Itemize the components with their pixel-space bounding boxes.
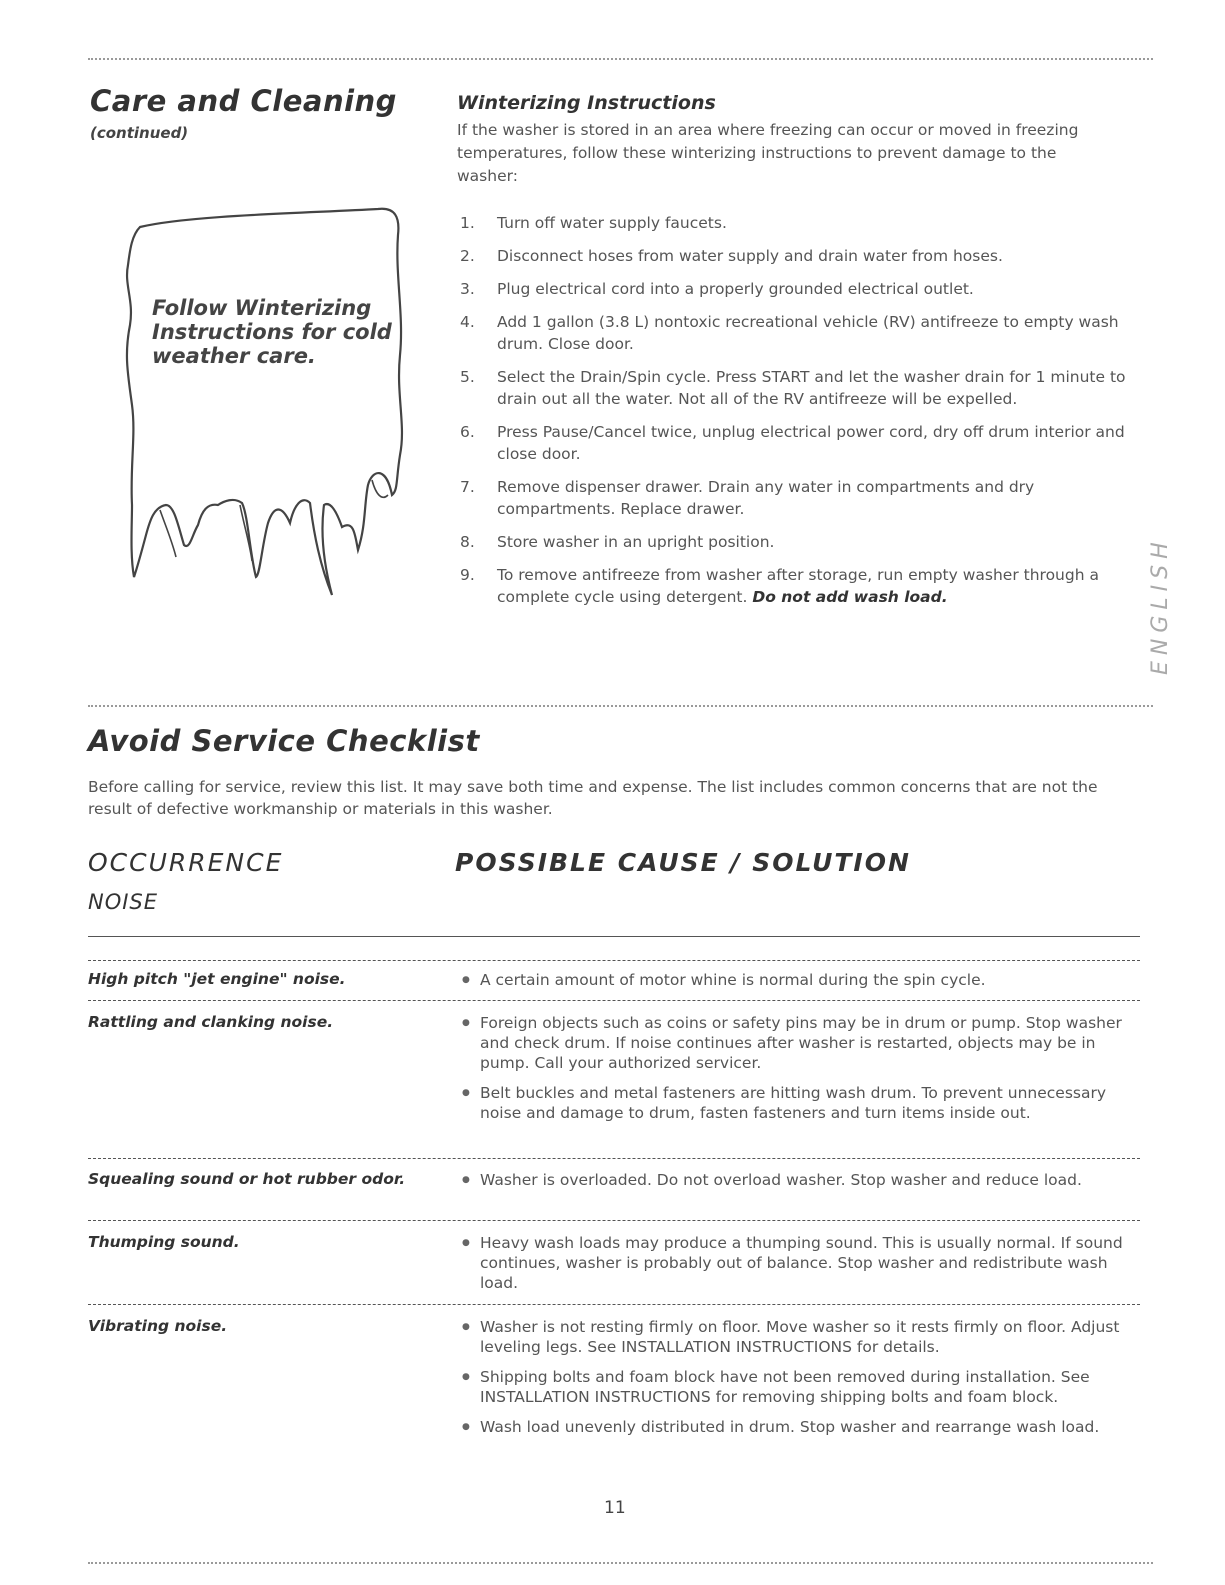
section-noise: NOISE <box>88 890 159 914</box>
step-item: 6. Press Pause/Cancel twice, unplug electrical power cord, dry off drum interior and close door. <box>460 423 1125 463</box>
occurrence-label: High pitch "jet engine" noise. <box>88 970 346 988</box>
bottom-divider <box>88 1562 1153 1564</box>
solution-cell <box>462 1317 1142 1447</box>
step-item: 4. Add 1 gallon (3.8 L) nontoxic recreational vehicle (RV) antifreeze to empty wash drum. Close door. <box>460 313 1119 353</box>
icicle-illustration <box>110 205 410 600</box>
occurrence-label: Rattling and clanking noise. <box>88 1013 334 1031</box>
list-item: ● Shipping bolts and foam block have not been removed during installation. See INSTALLATION INSTRUCTIONS for removing shipping bolts and foam block. <box>462 1368 1090 1406</box>
bullet-icon: ● <box>462 1238 470 1248</box>
bullet-icon: ● <box>462 975 470 985</box>
section-title-care: Care and Cleaning <box>90 84 397 118</box>
bullet-icon: ● <box>462 1422 470 1432</box>
column-header-solution: POSSIBLE CAUSE / SOLUTION <box>455 848 911 877</box>
table-rule <box>88 1158 1140 1159</box>
table-rule <box>88 1220 1140 1221</box>
page-number: 11 <box>604 1498 626 1518</box>
solution-cell <box>462 1170 1142 1200</box>
step-item: 5. Select the Drain/Spin cycle. Press START and let the washer drain for 1 minute to drain out all the water. Not all of the RV antifreeze will be expelled. <box>460 368 1126 408</box>
mid-divider <box>88 705 1153 707</box>
step-item: 2. Disconnect hoses from water supply and drain water from hoses. <box>460 247 1003 265</box>
step-item: 9. To remove antifreeze from washer after storage, run empty washer through a complete cycle using detergent. Do not add wash load. <box>460 566 1099 606</box>
emphasis-text: Do not add wash load. <box>752 588 948 606</box>
winterizing-intro: If the washer is stored in an area where freezing can occur or moved in freezing temperatures, follow these winterizing instructions to prevent damage to the washer: <box>457 121 1079 185</box>
solution-cell <box>462 1233 1142 1303</box>
step-item: 8. Store washer in an upright position. <box>460 533 775 551</box>
occurrence-label: Thumping sound. <box>88 1233 240 1251</box>
table-rule <box>88 960 1140 961</box>
list-item: ● Wash load unevenly distributed in drum. Stop washer and rearrange wash load. <box>462 1418 1100 1436</box>
top-divider <box>88 58 1153 60</box>
column-header-occurrence: OCCURRENCE <box>88 848 284 877</box>
winterizing-callout: Follow Winterizing Instructions for cold weather care. <box>152 296 392 368</box>
solution-cell <box>462 970 1142 1000</box>
winterizing-steps <box>460 212 1140 619</box>
bullet-icon: ● <box>462 1088 470 1098</box>
step-item: 3. Plug electrical cord into a properly grounded electrical outlet. <box>460 280 974 298</box>
winterizing-title: Winterizing Instructions <box>457 92 716 114</box>
table-rule <box>88 1000 1140 1001</box>
language-tab: ENGLISH <box>1148 536 1173 675</box>
step-item: 7. Remove dispenser drawer. Drain any water in compartments and dry compartments. Replace drawer. <box>460 478 1035 518</box>
bullet-icon: ● <box>462 1372 470 1382</box>
occurrence-label: Vibrating noise. <box>88 1317 228 1335</box>
occurrence-label: Squealing sound or hot rubber odor. <box>88 1170 406 1188</box>
solution-cell <box>462 1013 1142 1133</box>
list-item: ● Washer is not resting firmly on floor. Move washer so it rests firmly on floor. Adjust leveling legs. See INSTALLATION INSTRUCTIONS for details. <box>462 1318 1120 1356</box>
list-item: ● Belt buckles and metal fasteners are hitting wash drum. To prevent unnecessary noise and damage to drum, fasten fasteners and turn items inside out. <box>462 1084 1107 1122</box>
step-item: 1. Turn off water supply faucets. <box>460 214 727 232</box>
bullet-icon: ● <box>462 1018 470 1028</box>
list-item: ● A certain amount of motor whine is normal during the spin cycle. <box>462 971 986 989</box>
section-subtitle: (continued) <box>90 124 189 142</box>
list-item: ● Heavy wash loads may produce a thumping sound. This is usually normal. If sound continues, washer is probably out of balance. Stop washer and redistribute wash load. <box>462 1234 1123 1292</box>
list-item: ● Foreign objects such as coins or safety pins may be in drum or pump. Stop washer and check drum. If noise continues after washer is restarted, objects may be in pump. Call your authorized servicer. <box>462 1014 1122 1072</box>
checklist-intro: Before calling for service, review this list. It may save both time and expense. The list includes common concerns that are not the result of defective workmanship or materials in this washer. <box>88 778 1098 818</box>
table-rule <box>88 936 1140 937</box>
bullet-icon: ● <box>462 1175 470 1185</box>
table-rule <box>88 1304 1140 1305</box>
checklist-title: Avoid Service Checklist <box>88 724 480 758</box>
bullet-icon: ● <box>462 1322 470 1332</box>
list-item: ● Washer is overloaded. Do not overload washer. Stop washer and reduce load. <box>462 1171 1082 1189</box>
